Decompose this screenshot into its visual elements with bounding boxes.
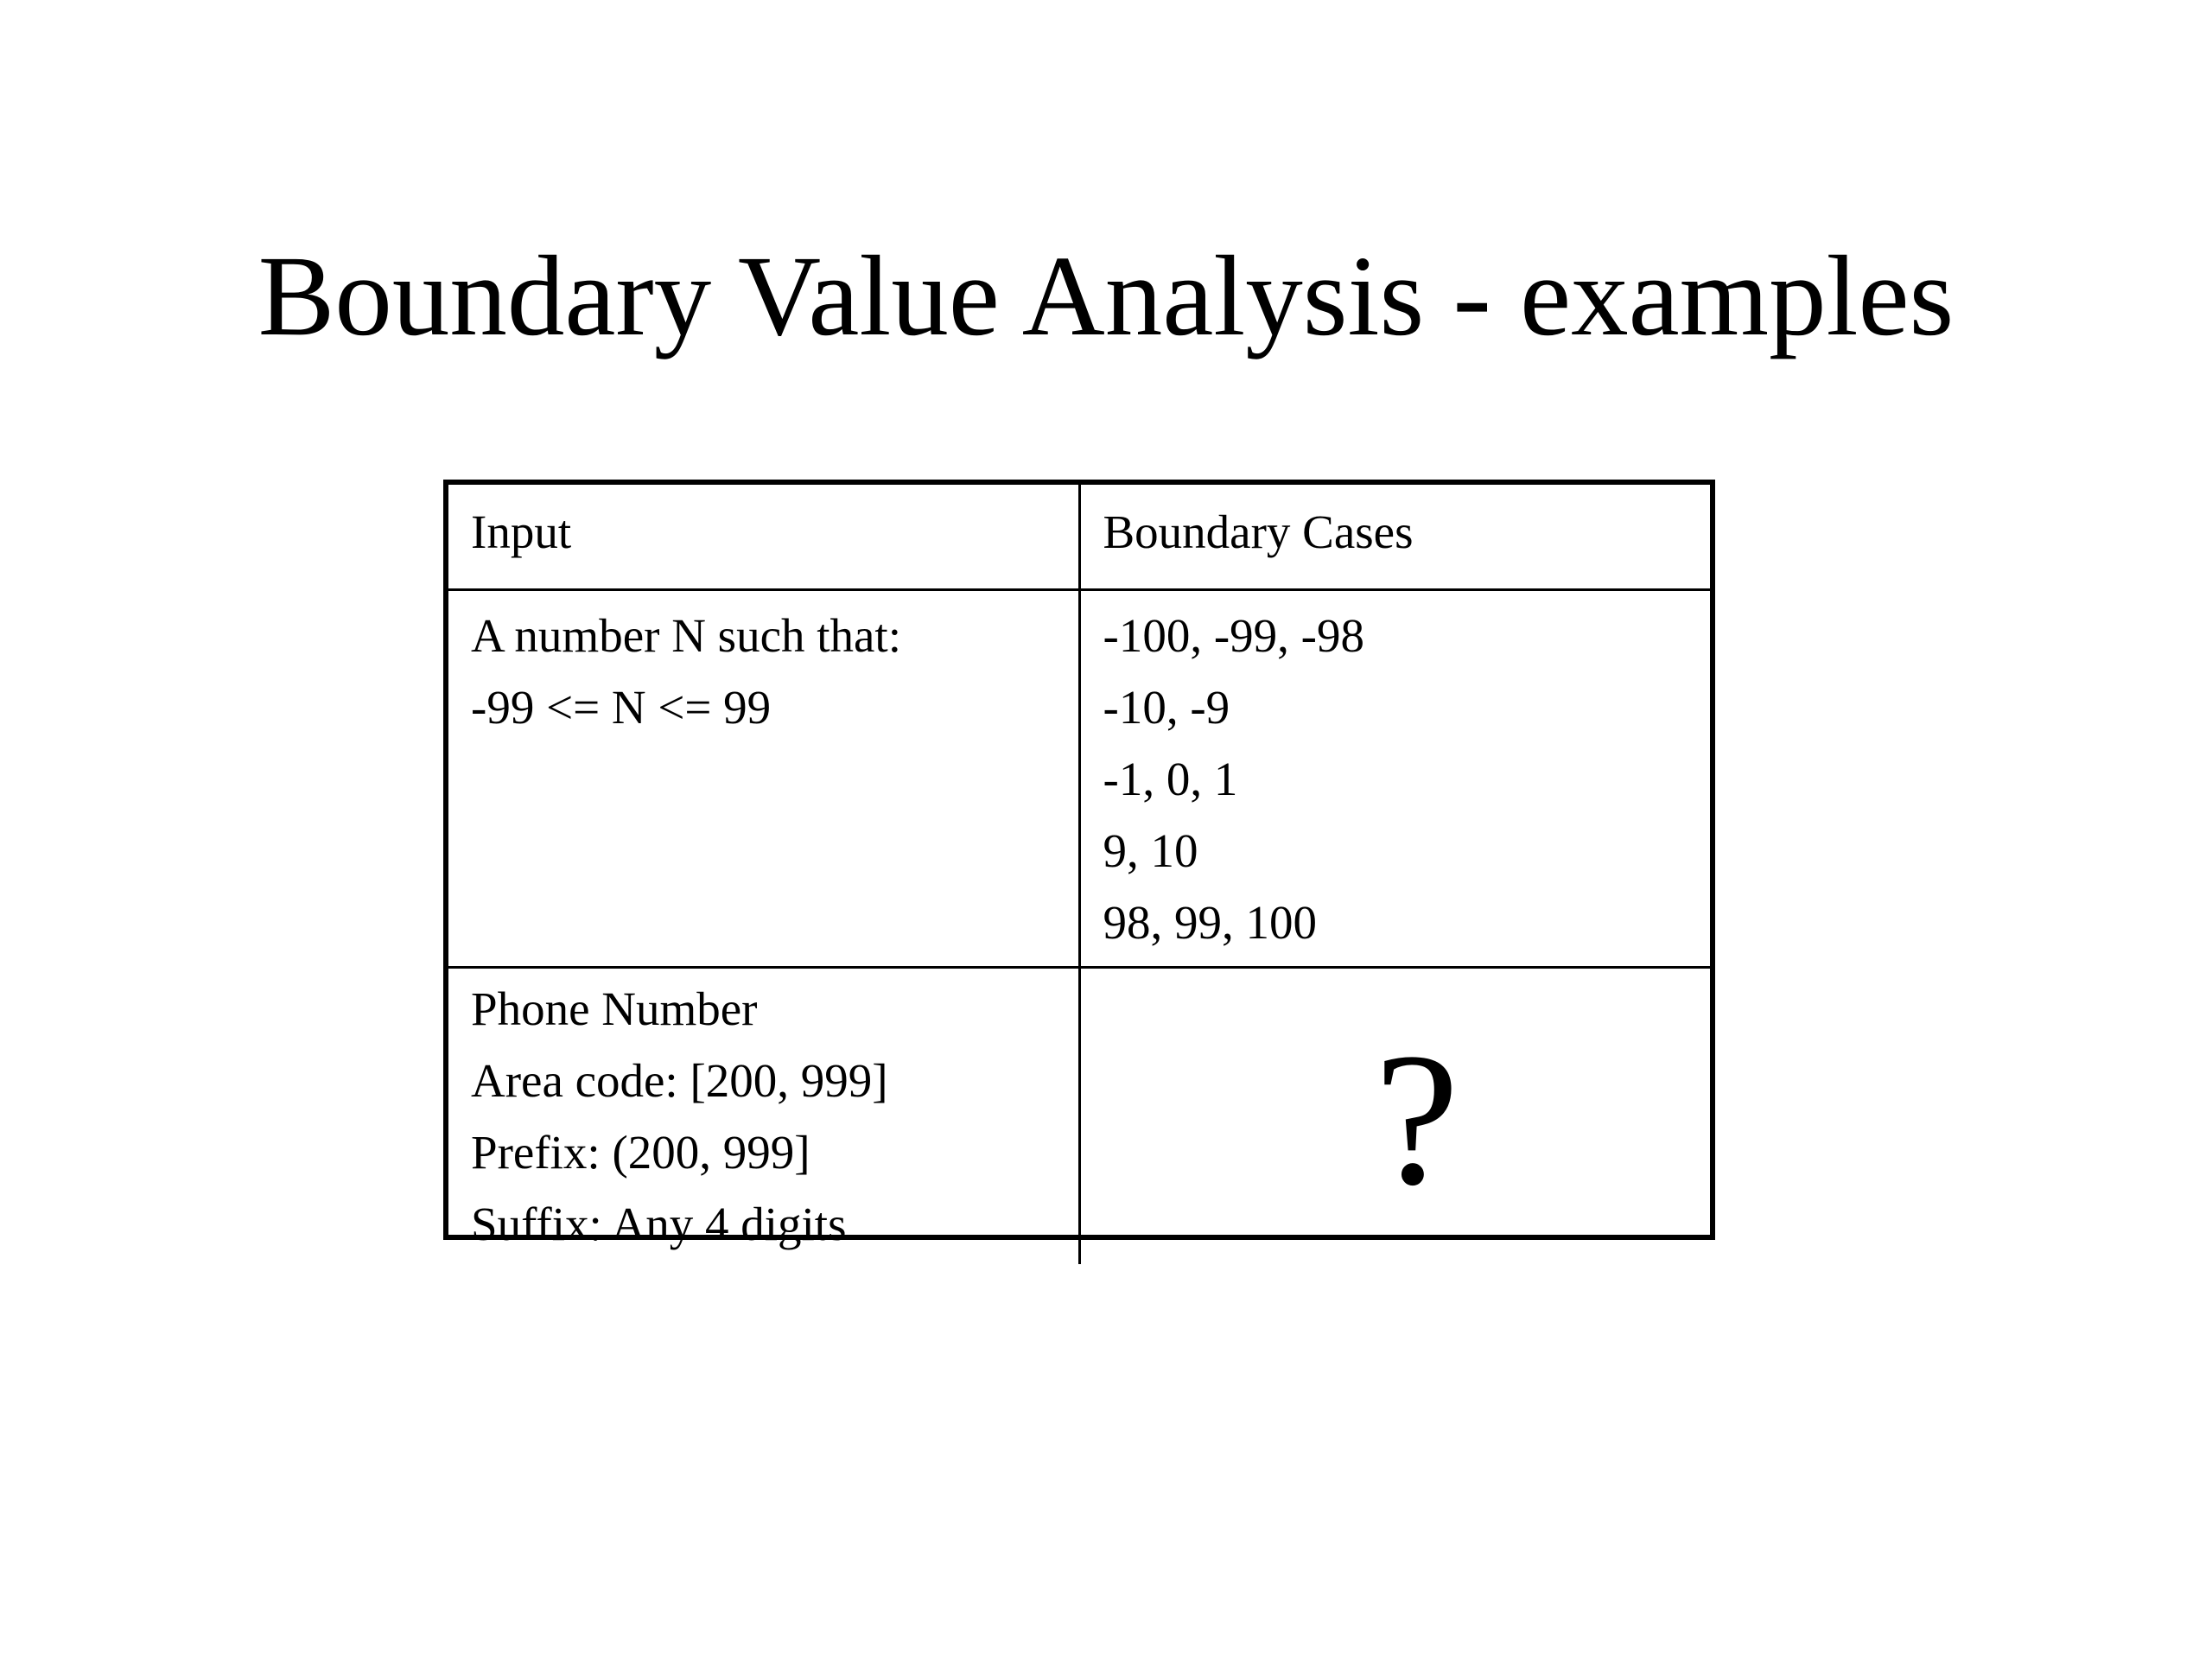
input-line: A number N such that:: [471, 609, 901, 662]
boundary-table: [443, 480, 1715, 1250]
input-cell-number: [448, 590, 1079, 968]
boundary-line: -100, -99, -98: [1103, 609, 1364, 662]
input-line: Suffix: Any 4 digits: [471, 1198, 847, 1250]
header-input: Input: [448, 485, 1079, 590]
boundary-line: -10, -9: [1103, 681, 1230, 734]
input-line: Phone Number: [471, 982, 758, 1035]
boundary-line: 9, 10: [1103, 824, 1198, 877]
question-mark: ?: [1374, 1013, 1459, 1224]
input-line: Prefix: (200, 999]: [471, 1126, 810, 1179]
boundary-line: -1, 0, 1: [1103, 753, 1238, 805]
table-row: [448, 968, 1710, 1265]
table-row: [448, 590, 1710, 968]
input-line: Area code: [200, 999]: [471, 1054, 888, 1107]
input-line: -99 <= N <= 99: [471, 681, 772, 734]
table-header-row: [448, 485, 1710, 590]
header-boundary-cases: Boundary Cases: [1079, 485, 1710, 590]
boundary-line: 98, 99, 100: [1103, 896, 1317, 949]
boundary-cell-phone: [1079, 968, 1710, 1265]
slide-title: Boundary Value Analysis - examples: [257, 232, 1955, 359]
boundary-cell-number: [1079, 590, 1710, 968]
input-cell-phone: [448, 968, 1079, 1265]
